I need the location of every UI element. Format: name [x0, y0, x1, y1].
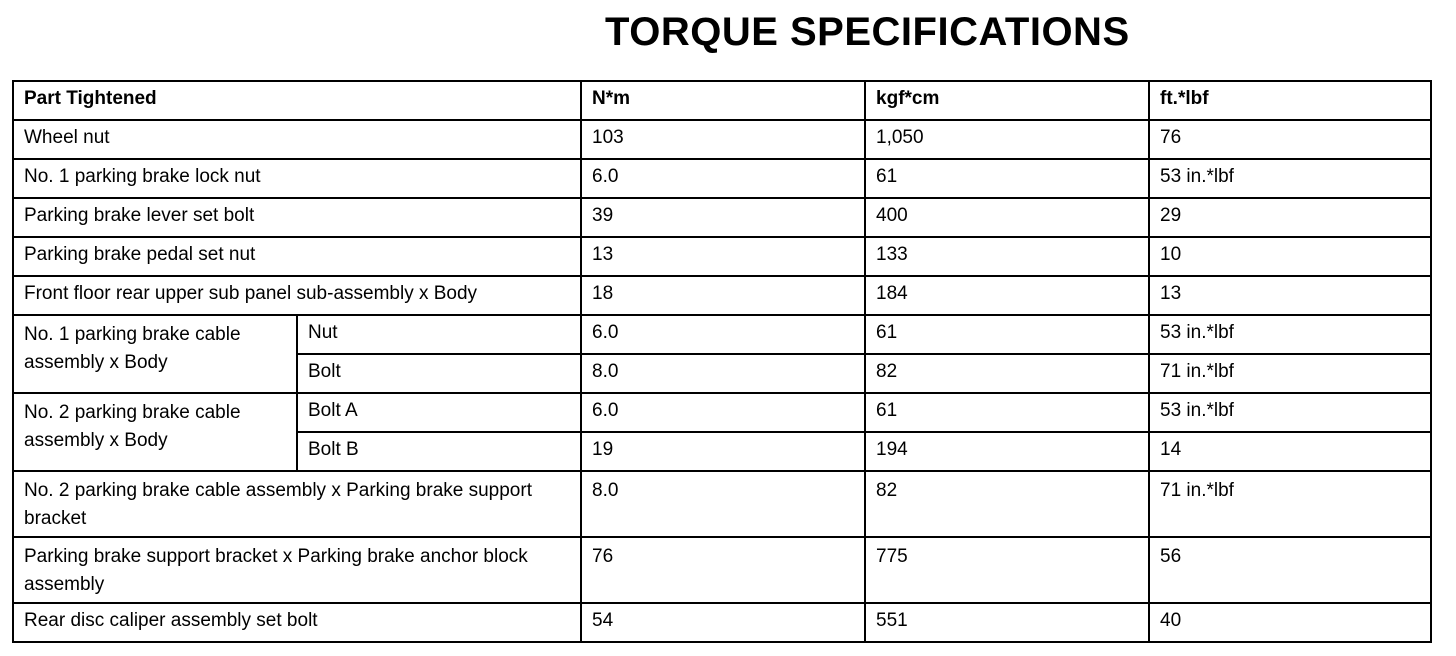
- nm-cell: 76: [581, 537, 865, 603]
- ftlbf-cell: 53 in.*lbf: [1149, 393, 1431, 432]
- sub-part-cell: Bolt B: [297, 432, 581, 471]
- kgfcm-cell: 400: [865, 198, 1149, 237]
- kgfcm-cell: 775: [865, 537, 1149, 603]
- part-cell: Rear disc caliper assembly set bolt: [13, 603, 581, 642]
- sub-part-cell: Bolt A: [297, 393, 581, 432]
- table-row: [13, 471, 1431, 537]
- kgfcm-cell: 1,050: [865, 120, 1149, 159]
- kgfcm-cell: 61: [865, 315, 1149, 354]
- table-row: [13, 159, 1431, 198]
- header-ftlbf: ft.*lbf: [1149, 81, 1431, 120]
- ftlbf-cell: 76: [1149, 120, 1431, 159]
- kgfcm-cell: 184: [865, 276, 1149, 315]
- nm-cell: 6.0: [581, 315, 865, 354]
- group-part-cell: No. 1 parking brake cable assembly x Body: [13, 315, 297, 393]
- kgfcm-cell: 61: [865, 159, 1149, 198]
- nm-cell: 18: [581, 276, 865, 315]
- table-row: [13, 537, 1431, 603]
- kgfcm-cell: 194: [865, 432, 1149, 471]
- table-row: [13, 198, 1431, 237]
- table-row: [13, 393, 1431, 432]
- ftlbf-cell: 71 in.*lbf: [1149, 354, 1431, 393]
- part-cell: Front floor rear upper sub panel sub-assembly x Body: [13, 276, 581, 315]
- table-row: [13, 120, 1431, 159]
- nm-cell: 39: [581, 198, 865, 237]
- ftlbf-cell: 56: [1149, 537, 1431, 603]
- kgfcm-cell: 82: [865, 471, 1149, 537]
- part-cell: No. 2 parking brake cable assembly x Parking brake support bracket: [13, 471, 581, 537]
- nm-cell: 103: [581, 120, 865, 159]
- nm-cell: 13: [581, 237, 865, 276]
- header-nm: N*m: [581, 81, 865, 120]
- torque-spec-table: [12, 80, 1432, 643]
- kgfcm-cell: 61: [865, 393, 1149, 432]
- ftlbf-cell: 14: [1149, 432, 1431, 471]
- nm-cell: 54: [581, 603, 865, 642]
- ftlbf-cell: 10: [1149, 237, 1431, 276]
- part-cell: No. 1 parking brake lock nut: [13, 159, 581, 198]
- table-row: [13, 603, 1431, 642]
- nm-cell: 6.0: [581, 159, 865, 198]
- sub-part-cell: Nut: [297, 315, 581, 354]
- kgfcm-cell: 551: [865, 603, 1149, 642]
- kgfcm-cell: 82: [865, 354, 1149, 393]
- ftlbf-cell: 53 in.*lbf: [1149, 315, 1431, 354]
- header-part-tightened: Part Tightened: [13, 81, 581, 120]
- nm-cell: 6.0: [581, 393, 865, 432]
- table-row: [13, 315, 1431, 354]
- part-cell: Parking brake pedal set nut: [13, 237, 581, 276]
- table-row: [13, 237, 1431, 276]
- part-cell: Parking brake support bracket x Parking brake anchor block assembly: [13, 537, 581, 603]
- ftlbf-cell: 29: [1149, 198, 1431, 237]
- ftlbf-cell: 53 in.*lbf: [1149, 159, 1431, 198]
- part-cell: Wheel nut: [13, 120, 581, 159]
- table-header-row: [13, 81, 1431, 120]
- page-title: TORQUE SPECIFICATIONS: [605, 10, 1130, 54]
- ftlbf-cell: 40: [1149, 603, 1431, 642]
- kgfcm-cell: 133: [865, 237, 1149, 276]
- nm-cell: 8.0: [581, 354, 865, 393]
- nm-cell: 8.0: [581, 471, 865, 537]
- part-cell: Parking brake lever set bolt: [13, 198, 581, 237]
- group-part-cell: No. 2 parking brake cable assembly x Body: [13, 393, 297, 471]
- sub-part-cell: Bolt: [297, 354, 581, 393]
- ftlbf-cell: 71 in.*lbf: [1149, 471, 1431, 537]
- header-kgfcm: kgf*cm: [865, 81, 1149, 120]
- ftlbf-cell: 13: [1149, 276, 1431, 315]
- table-row: [13, 276, 1431, 315]
- nm-cell: 19: [581, 432, 865, 471]
